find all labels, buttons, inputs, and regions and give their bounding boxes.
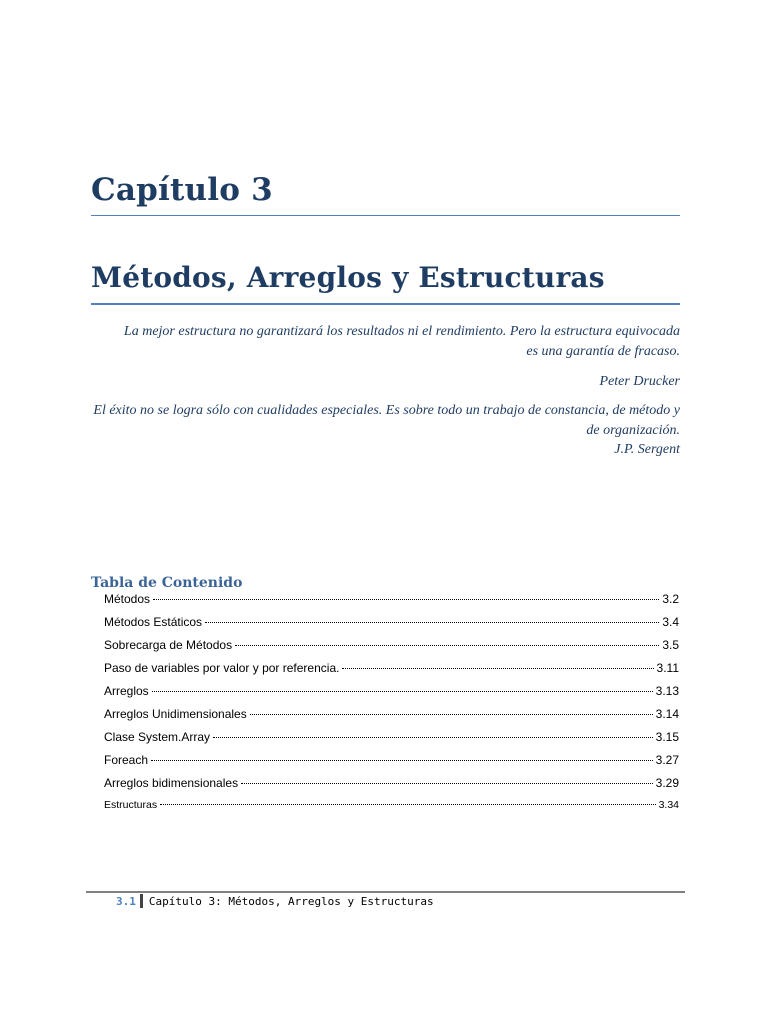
toc-entry-label: Arreglos bidimensionales xyxy=(104,776,239,790)
chapter-title: Capítulo 3 xyxy=(91,172,273,208)
toc-entry-page: 3.15 xyxy=(655,730,679,744)
toc-entry-label: Paso de variables por valor y por referencia. xyxy=(104,661,340,675)
section-title: Métodos, Arreglos y Estructuras xyxy=(91,261,605,294)
toc-entry-label: Arreglos xyxy=(104,684,149,698)
footer-rule xyxy=(86,891,685,893)
toc-entry-page: 3.5 xyxy=(662,638,679,652)
toc-dot-leader xyxy=(213,737,653,738)
toc-dot-leader xyxy=(152,691,653,692)
toc-dot-leader xyxy=(205,622,659,623)
toc-entry-page: 3.27 xyxy=(655,753,679,767)
toc-entry-page: 3.34 xyxy=(658,799,679,811)
toc-dot-leader xyxy=(250,714,653,715)
section-title-underline xyxy=(91,303,680,305)
toc-entry-page: 3.11 xyxy=(656,661,679,675)
chapter-title-underline xyxy=(91,215,680,216)
toc-entry-metodos-estaticos[interactable] xyxy=(104,615,679,638)
toc-entry-metodos[interactable] xyxy=(104,592,679,615)
toc-dot-leader xyxy=(342,668,653,669)
toc-entry-label: Clase System.Array xyxy=(104,730,211,744)
toc-entry-sobrecarga-de-metodos[interactable] xyxy=(104,638,679,661)
epigraph-quote-1: La mejor estructura no garantizará los resultados ni el rendimiento. Pero la estructura equivocada es una garantía de fracaso. xyxy=(123,324,680,359)
toc-entry-clase-system-array[interactable] xyxy=(104,730,679,753)
toc-entry-page: 3.14 xyxy=(655,707,679,721)
toc-dot-leader xyxy=(235,645,659,646)
toc-entry-page: 3.29 xyxy=(655,776,679,790)
toc-entry-arreglos[interactable] xyxy=(104,684,679,707)
toc-entry-label: Métodos xyxy=(104,592,151,606)
footer-page-number: 3.1 xyxy=(116,894,136,908)
epigraph-author-2: J.P. Sergent xyxy=(614,442,680,457)
page-footer xyxy=(116,894,434,908)
toc-entry-label: Sobrecarga de Métodos xyxy=(104,638,233,652)
toc-entry-paso-de-variables[interactable] xyxy=(104,661,679,684)
footer-separator xyxy=(140,894,143,908)
epigraph-quote-2: El éxito no se logra sólo con cualidades especiales. Es sobre todo un trabajo de constancia, de método y de organización. xyxy=(93,403,680,438)
toc-entry-label: Estructuras xyxy=(104,799,158,811)
toc-dot-leader xyxy=(241,783,653,784)
toc-dot-leader xyxy=(153,599,659,600)
toc-entry-arreglos-unidimensionales[interactable] xyxy=(104,707,679,730)
toc-dot-leader xyxy=(160,804,655,805)
toc-entry-arreglos-bidimensionales[interactable] xyxy=(104,776,679,799)
toc-entry-estructuras[interactable] xyxy=(104,799,679,821)
toc-entry-page: 3.4 xyxy=(662,615,679,629)
table-of-contents xyxy=(104,592,679,821)
toc-heading: Tabla de Contenido xyxy=(91,575,243,591)
toc-entry-label: Foreach xyxy=(104,753,149,767)
toc-entry-page: 3.13 xyxy=(655,684,679,698)
toc-entry-foreach[interactable] xyxy=(104,753,679,776)
toc-entry-label: Métodos Estáticos xyxy=(104,615,203,629)
toc-dot-leader xyxy=(151,760,653,761)
toc-entry-page: 3.2 xyxy=(662,592,679,606)
toc-entry-label: Arreglos Unidimensionales xyxy=(104,707,247,721)
footer-chapter-text: Capítulo 3: Métodos, Arreglos y Estructuras xyxy=(148,894,434,908)
epigraph-author-1: Peter Drucker xyxy=(599,374,680,389)
